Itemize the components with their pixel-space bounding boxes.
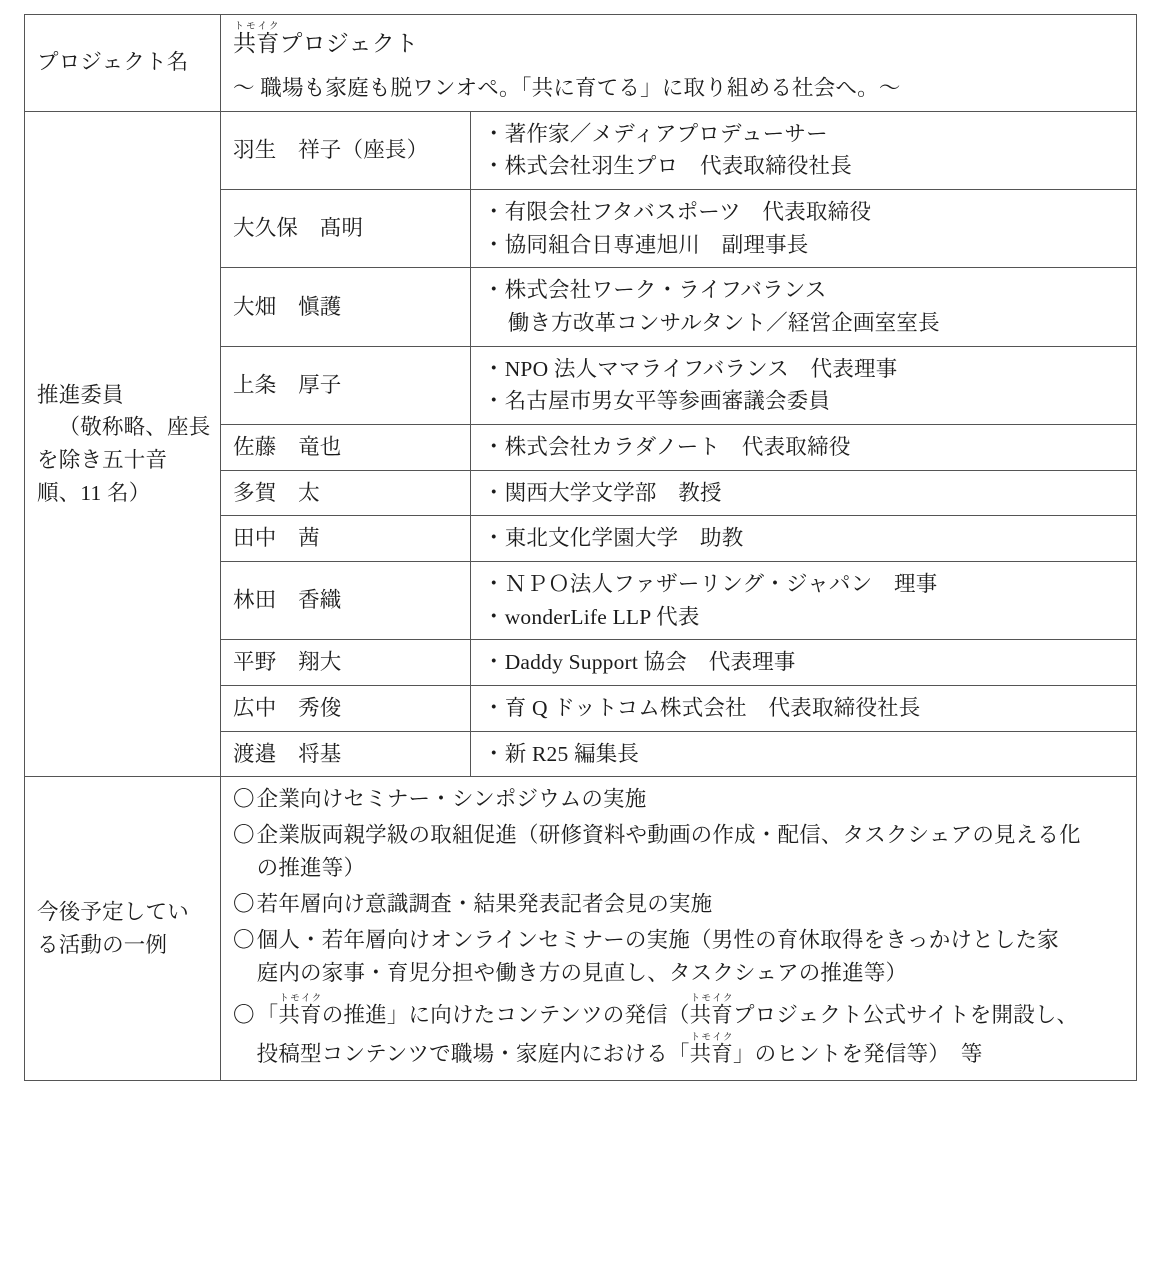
member-description: ・NPO 法人ママライフバランス 代表理事 ・名古屋市男女平等参画審議会委員 (471, 346, 1137, 424)
table-row-activities (25, 777, 1137, 1080)
member-name: 田中 茜 (221, 516, 471, 562)
member-description: ・株式会社カラダノート 代表取締役 (471, 425, 1137, 471)
member-name: 多賀 太 (221, 470, 471, 516)
activities-label: 今後予定してい る活動の一例 (25, 777, 221, 1080)
member-name: 広中 秀俊 (221, 686, 471, 732)
activity-item: 〇企業向けセミナー・シンポジウムの実施 (233, 787, 647, 812)
project-title-cell (221, 15, 1137, 112)
member-name: 羽生 祥子（座長） (221, 111, 471, 189)
member-description: ・東北文化学園大学 助教 (471, 516, 1137, 562)
member-description: ・Daddy Support 協会 代表理事 (471, 640, 1137, 686)
member-description: ・有限会社フタバスポーツ 代表取締役 ・協同組合日専連旭川 副理事長 (471, 189, 1137, 267)
member-description: ・著作家／メディアプロデューサー ・株式会社羽生プロ 代表取締役社長 (471, 111, 1137, 189)
activity-item: 〇企業版両親学級の取組促進（研修資料や動画の作成・配信、タスクシェアの見える化 の推進等） (233, 822, 1081, 881)
member-name: 佐藤 竜也 (221, 425, 471, 471)
activity-item-ruby: 〇「共育トモイクの推進」に向けたコンテンツの発信（共育トモイクプロジェクト公式サイトを開設し、 投稿型コンテンツで職場・家庭内における「共育トモイク」のヒントを発信等） 等 (233, 992, 1079, 1067)
table-row-project-name (25, 15, 1137, 112)
tomoiku-ruby: 共育トモイク (689, 1032, 733, 1067)
member-description: ・新 R25 編集長 (471, 731, 1137, 777)
table-body (25, 15, 1137, 1081)
project-name-label: プロジェクト名 (25, 15, 221, 112)
activity-item: 〇個人・若年層向けオンラインセミナーの実施（男性の育休取得をきっかけとした家 庭内の家事・育児分担や働き方の見直し、タスクシェアの推進等） (233, 927, 1059, 986)
table-row-member (25, 111, 1137, 189)
project-title: 共育トモイクプロジェクト (233, 21, 419, 56)
activity-item: 〇若年層向け意識調査・結果発表記者会見の実施 (233, 891, 713, 916)
member-name: 平野 翔大 (221, 640, 471, 686)
member-name: 渡邉 将基 (221, 731, 471, 777)
member-description: ・育 Q ドットコム株式会社 代表取締役社長 (471, 686, 1137, 732)
project-summary-table (24, 14, 1137, 1081)
tomoiku-ruby: 共育トモイク (278, 992, 322, 1027)
member-name: 大畑 愼護 (221, 268, 471, 346)
member-description: ・関西大学文学部 教授 (471, 470, 1137, 516)
member-description: ・ＮＰＯ法人ファザーリング・ジャパン 理事 ・wonderLife LLP 代表 (471, 562, 1137, 640)
member-description: ・株式会社ワーク・ライフバランス 働き方改革コンサルタント／経営企画室室長 (471, 268, 1137, 346)
project-title-ruby: 共育トモイク (233, 21, 280, 56)
member-name: 林田 香織 (221, 562, 471, 640)
committee-label: 推進委員 （敬称略、座長 を除き五十音 順、11 名） (25, 111, 221, 777)
member-name: 上条 厚子 (221, 346, 471, 424)
member-name: 大久保 髙明 (221, 189, 471, 267)
tomoiku-ruby: 共育トモイク (689, 992, 733, 1027)
project-subtitle: 〜 職場も家庭も脱ワンオペ。「共に育てる」に取り組める社会へ。〜 (233, 75, 901, 100)
activities-list (221, 777, 1137, 1080)
